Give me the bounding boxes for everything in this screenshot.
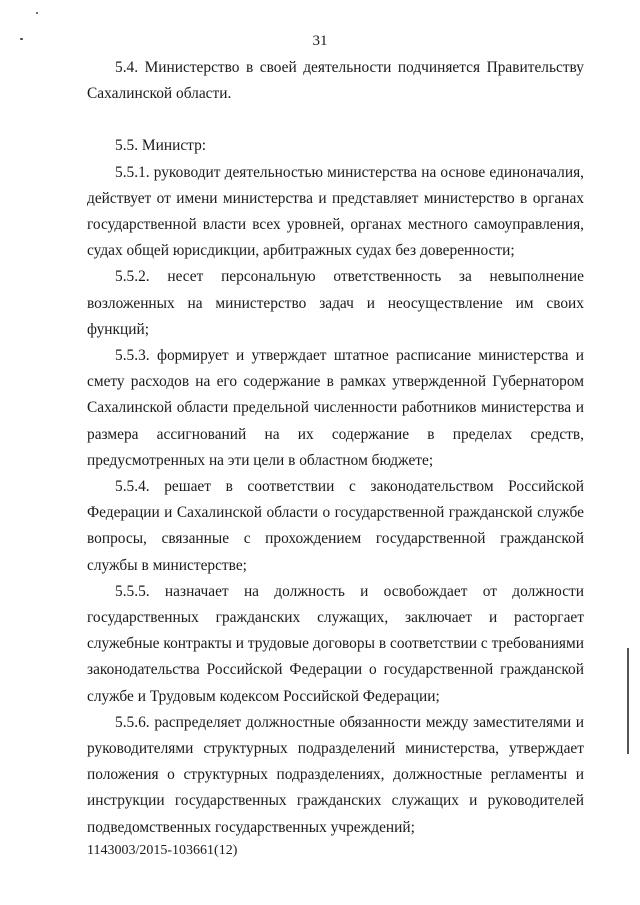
page-number: 31: [312, 33, 328, 49]
document-body: [87, 55, 584, 841]
scan-edge-mark: [627, 648, 629, 754]
paragraph-5-5-heading: 5.5. Министр:: [115, 137, 207, 155]
scan-speck: [36, 12, 38, 14]
paragraph-5-5-3: 5.5.3. формирует и утверждает штатное расписание министерства и смету расходов на его содержание в рамках утвержденной Губернатором Сахалинской области предельной численности работников министерства и размера ассигнований на их содержание в пределах средств, предусмотренных на эти цели в областном бюджете;: [87, 347, 584, 469]
paragraph-5-5-2: 5.5.2. несет персональную ответственность за невыполнение возложенных на министерство задач и неосуществление им своих функций;: [87, 268, 584, 338]
paragraph-5-5-6: 5.5.6. распределяет должностные обязанности между заместителями и руководителями структурных подразделений министерства, утверждает положения о структурных подразделениях, должностные регламенты и инструкции государственных гражданских служащих и руководителей подведомственных государственных учреждений;: [87, 713, 584, 836]
document-footer-code: 1143003/2015-103661(12): [87, 843, 238, 858]
paragraph-5-4: 5.4. Министерство в своей деятельности подчиняется Правительству Сахалинской области.: [87, 59, 584, 103]
paragraph-5-5-4: 5.5.4. решает в соответствии с законодательством Российской Федерации и Сахалинской области о государственной гражданской службе вопросы, связанные с прохождением государственной гражданской службы в министерстве;: [87, 478, 584, 574]
paragraph-5-5-5: 5.5.5. назначает на должность и освобождает от должности государственных гражданских служащих, заключает и расторгает служебные контракты и трудовые договоры в соответствии с требованиями законодательства Российской Федерации о государственной гражданской службе и Трудовым кодексом Российской Федерации;: [87, 582, 584, 705]
paragraph-5-5-1: 5.5.1. руководит деятельностью министерства на основе единоначалия, действует от имени министерства и представляет министерство в органах государственной власти всех уровней, органах местного самоуправления, судах общей юрисдикции, арбитражных судах без доверенности;: [87, 163, 584, 260]
